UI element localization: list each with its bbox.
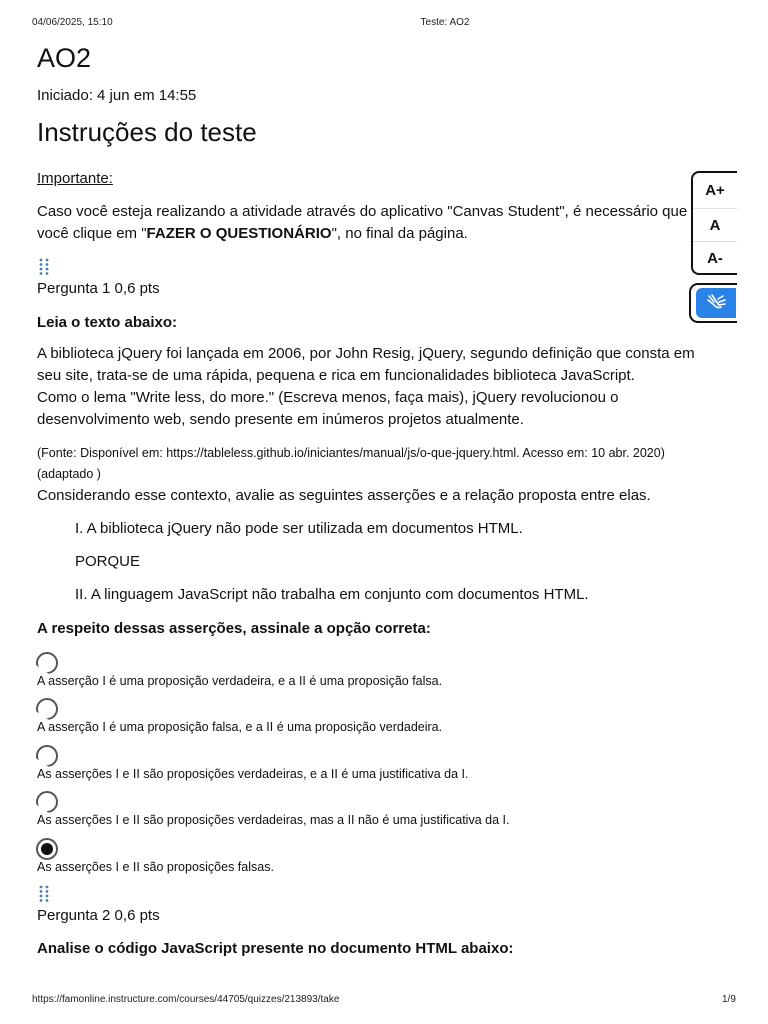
answer-option-1[interactable] <box>36 652 726 692</box>
text-line: desenvolvimento web, sendo presente em inúmeros projetos atualmente. <box>37 411 524 428</box>
note-line-2 <box>37 223 697 245</box>
source-line: (adaptado ) <box>37 467 101 481</box>
question-2-header: Pergunta 2 0,6 pts <box>37 907 160 924</box>
note-line-2-bold: FAZER O QUESTIONÁRIO <box>146 225 332 242</box>
important-label: Importante: <box>37 170 113 187</box>
print-datetime: 04/06/2025, 15:10 <box>32 17 113 28</box>
answer-option-label: As asserções I e II são proposições verdadeiras, e a II é uma justificativa da I. <box>37 767 469 781</box>
answer-option-2[interactable] <box>36 698 726 738</box>
answer-option-4[interactable] <box>36 791 726 831</box>
question-1-source <box>37 443 737 485</box>
drag-handle-icon[interactable] <box>38 258 50 276</box>
quiz-started-time: Iniciado: 4 jun em 14:55 <box>37 87 197 104</box>
drag-handle-icon[interactable] <box>38 885 50 903</box>
answer-option-label: As asserções I e II são proposições falsas. <box>37 860 274 874</box>
question-1-context: Considerando esse contexto, avalie as seguintes asserções e a relação proposta entre elas. <box>37 487 651 504</box>
font-decrease-button[interactable]: A- <box>693 241 737 275</box>
sign-language-button[interactable] <box>696 288 736 318</box>
question-1-text <box>37 343 737 431</box>
radio-button[interactable] <box>36 745 58 767</box>
radio-button[interactable] <box>36 791 58 813</box>
text-line: A biblioteca jQuery foi lançada em 2006, por John Resig, jQuery, segundo definição que consta em <box>37 345 695 362</box>
answer-option-label: A asserção I é uma proposição verdadeira, e a II é uma proposição falsa. <box>37 674 443 688</box>
note-line-2-pre: você clique em " <box>37 225 147 242</box>
print-page-number: 1/9 <box>722 994 736 1005</box>
font-increase-button[interactable]: A+ <box>705 182 725 199</box>
assertion-2: II. A linguagem JavaScript não trabalha em conjunto com documentos HTML. <box>75 586 589 603</box>
radio-button[interactable] <box>36 698 58 720</box>
question-1-prompt: A respeito dessas asserções, assinale a opção correta: <box>37 620 431 637</box>
note-line-2-post: ", no final da página. <box>331 225 468 242</box>
print-url: https://famonline.instructure.com/courses/44705/quizzes/213893/take <box>32 994 340 1005</box>
note-line-1: Caso você esteja realizando a atividade através do aplicativo "Canvas Student", é necessário que <box>37 203 688 220</box>
instructions-heading: Instruções do teste <box>37 117 257 147</box>
sign-language-widget <box>689 283 737 323</box>
answer-option-3[interactable] <box>36 745 726 785</box>
quiz-title: AO2 <box>37 43 92 73</box>
radio-button[interactable] <box>36 652 58 674</box>
font-reset-button[interactable]: A <box>693 208 737 242</box>
question-1-read-label: Leia o texto abaixo: <box>37 314 178 331</box>
question-1-header: Pergunta 1 0,6 pts <box>37 280 160 297</box>
sign-language-hands-icon <box>706 293 728 313</box>
text-line: Como o lema "Write less, do more." (Escreva menos, faça mais), jQuery revolucionou o <box>37 389 619 406</box>
text-line: seu site, trata-se de uma rápida, pequena e rica em funcionalidades biblioteca JavaScript. <box>37 367 635 384</box>
radio-button-selected[interactable] <box>36 838 58 860</box>
print-page-title: Teste: AO2 <box>420 17 470 28</box>
font-size-widget <box>691 171 737 275</box>
answer-option-label: A asserção I é uma proposição falsa, e a II é uma proposição verdadeira. <box>37 720 443 734</box>
answer-option-5[interactable] <box>36 838 726 878</box>
question-2-prompt: Analise o código JavaScript presente no documento HTML abaixo: <box>37 940 514 957</box>
assertion-connector: PORQUE <box>75 553 141 570</box>
instructions-note <box>37 201 697 245</box>
assertion-1: I. A biblioteca jQuery não pode ser utilizada em documentos HTML. <box>75 520 523 537</box>
answer-option-label: As asserções I e II são proposições verdadeiras, mas a II não é uma justificativa da I. <box>37 813 510 827</box>
source-line: (Fonte: Disponível em: https://tableless.github.io/iniciantes/manual/js/o-que-jquery.html. Acesso em: 10 abr. 2020) <box>37 446 665 460</box>
